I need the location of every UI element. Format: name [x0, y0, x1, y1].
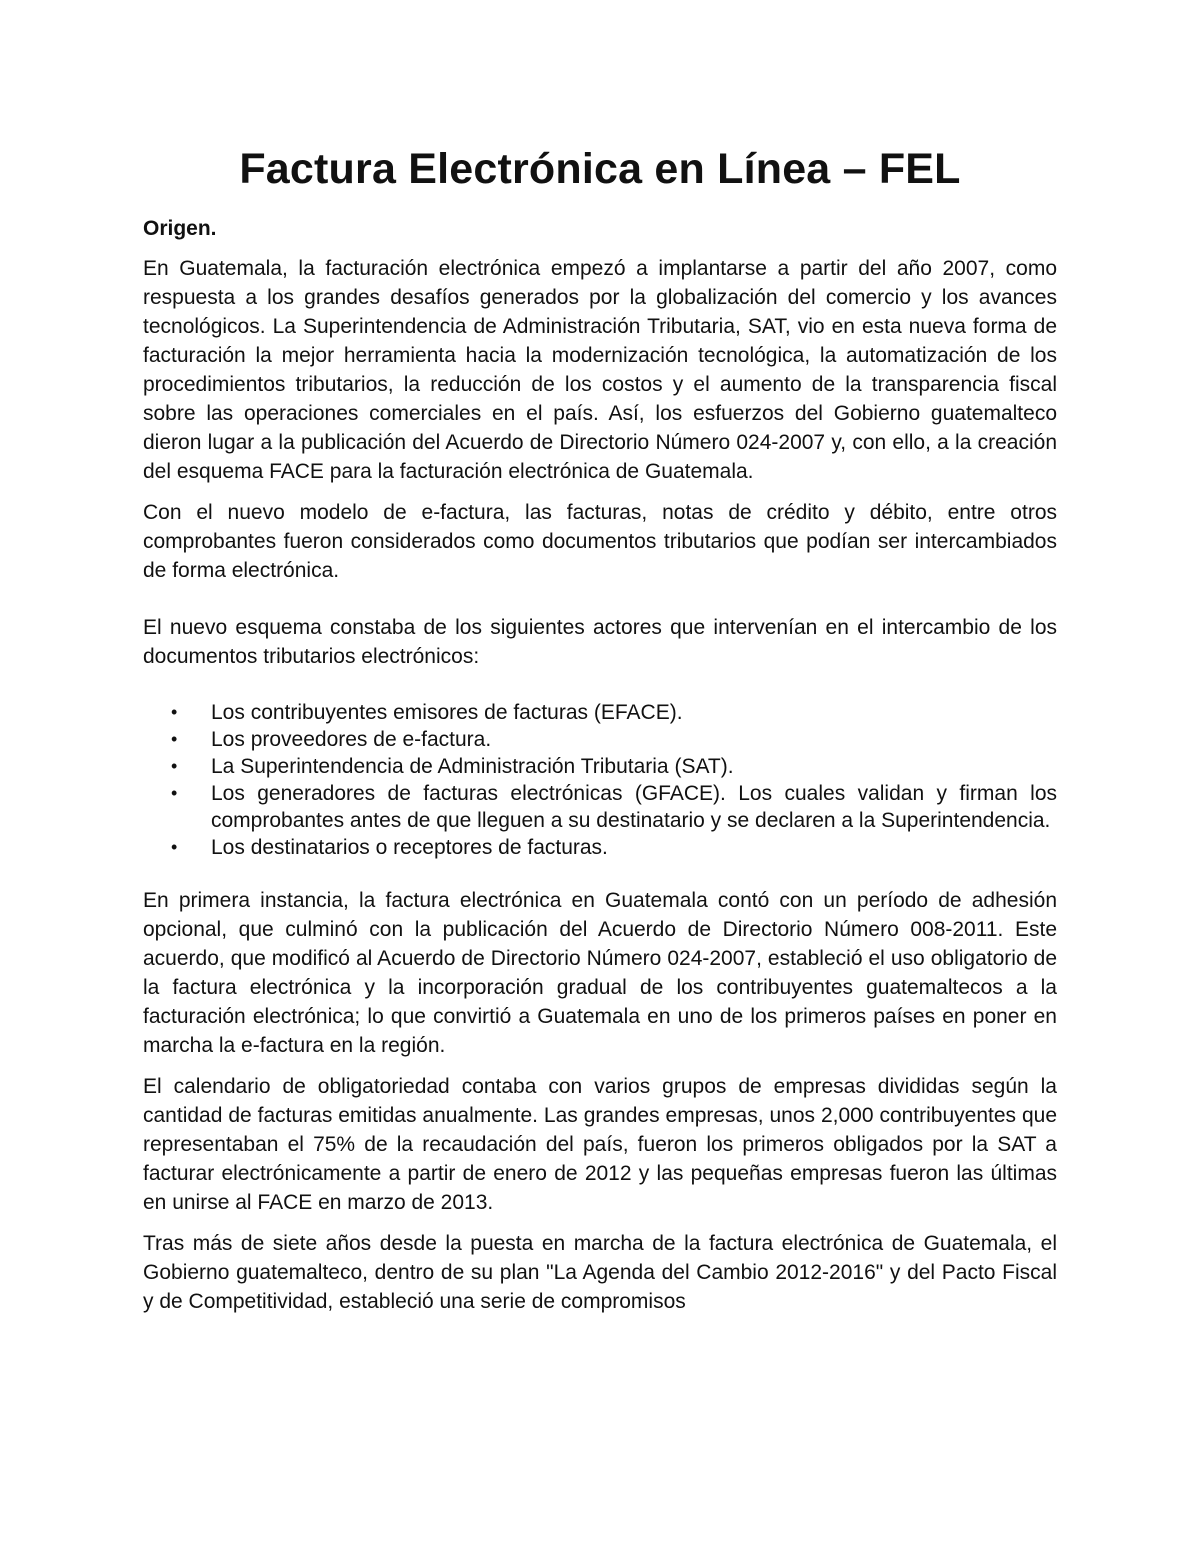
bullet-icon: • [171, 837, 178, 857]
bullet-icon: • [171, 756, 178, 776]
list-item-text: Los generadores de facturas electrónicas (GFACE). Los cuales validan y firman los comprobantes antes de que lleguen a su destinatario y se declaren a la Superintendencia. [211, 782, 1057, 832]
bullet-icon: • [171, 702, 178, 722]
bullet-icon: • [171, 783, 178, 803]
list-item-text: Los proveedores de e-factura. [211, 728, 492, 751]
section-heading: Origen. [143, 217, 217, 240]
list-item-text: Los contribuyentes emisores de facturas (EFACE). [211, 701, 683, 724]
paragraph: El calendario de obligatoriedad contaba con varios grupos de empresas divididas según la cantidad de facturas emitidas anualmente. Las grandes empresas, unos 2,000 contribuyentes que representaban el 75% de la recaudación del país, fueron los primeros obligados por la SAT a facturar electrónicamente a partir de enero de 2012 y las pequeñas empresas fueron las últimas en unirse al FACE en marzo de 2013. [143, 1075, 1057, 1214]
list-item [143, 699, 1057, 726]
paragraph: Tras más de siete años desde la puesta en marcha de la factura electrónica de Guatemala, el Gobierno guatemalteco, dentro de su plan "La Agenda del Cambio 2012-2016" y del Pacto Fiscal y de Competitividad, estableció una serie de compromisos [143, 1232, 1057, 1313]
list-item [143, 726, 1057, 753]
list-item [143, 753, 1057, 780]
list-item-text: Los destinatarios o receptores de facturas. [211, 836, 608, 859]
list-item [143, 834, 1057, 861]
document-title: Factura Electrónica en Línea – FEL [239, 145, 961, 193]
paragraph: Con el nuevo modelo de e-factura, las facturas, notas de crédito y débito, entre otros comprobantes fueron considerados como documentos tributarios que podían ser intercambiados de forma electrónica. [143, 501, 1057, 582]
list-item [143, 780, 1057, 834]
actors-list [143, 699, 1057, 861]
list-item-text: La Superintendencia de Administración Tributaria (SAT). [211, 755, 734, 778]
document-page [143, 140, 1057, 1316]
paragraph: En primera instancia, la factura electrónica en Guatemala contó con un período de adhesión opcional, que culminó con la publicación del Acuerdo de Directorio Número 008-2011. Este acuerdo, que modificó al Acuerdo de Directorio Número 024-2007, estableció el uso obligatorio de la factura electrónica y la incorporación gradual de los contribuyentes guatemaltecos a la facturación electrónica; lo que convirtió a Guatemala en uno de los primeros países en poner en marcha la e-factura en la región. [143, 889, 1057, 1057]
bullet-icon: • [171, 729, 178, 749]
paragraph: En Guatemala, la facturación electrónica empezó a implantarse a partir del año 2007, como respuesta a los grandes desafíos generados por la globalización del comercio y los avances tecnológicos. La Superintendencia de Administración Tributaria, SAT, vio en esta nueva forma de facturación la mejor herramienta hacia la modernización tecnológica, la automatización de los procedimientos tributarios, la reducción de los costos y el aumento de la transparencia fiscal sobre las operaciones comerciales en el país. Así, los esfuerzos del Gobierno guatemalteco dieron lugar a la publicación del Acuerdo de Directorio Número 024-2007 y, con ello, a la creación del esquema FACE para la facturación electrónica de Guatemala. [143, 257, 1057, 483]
paragraph: El nuevo esquema constaba de los siguientes actores que intervenían en el intercambio de los documentos tributarios electrónicos: [143, 616, 1057, 668]
